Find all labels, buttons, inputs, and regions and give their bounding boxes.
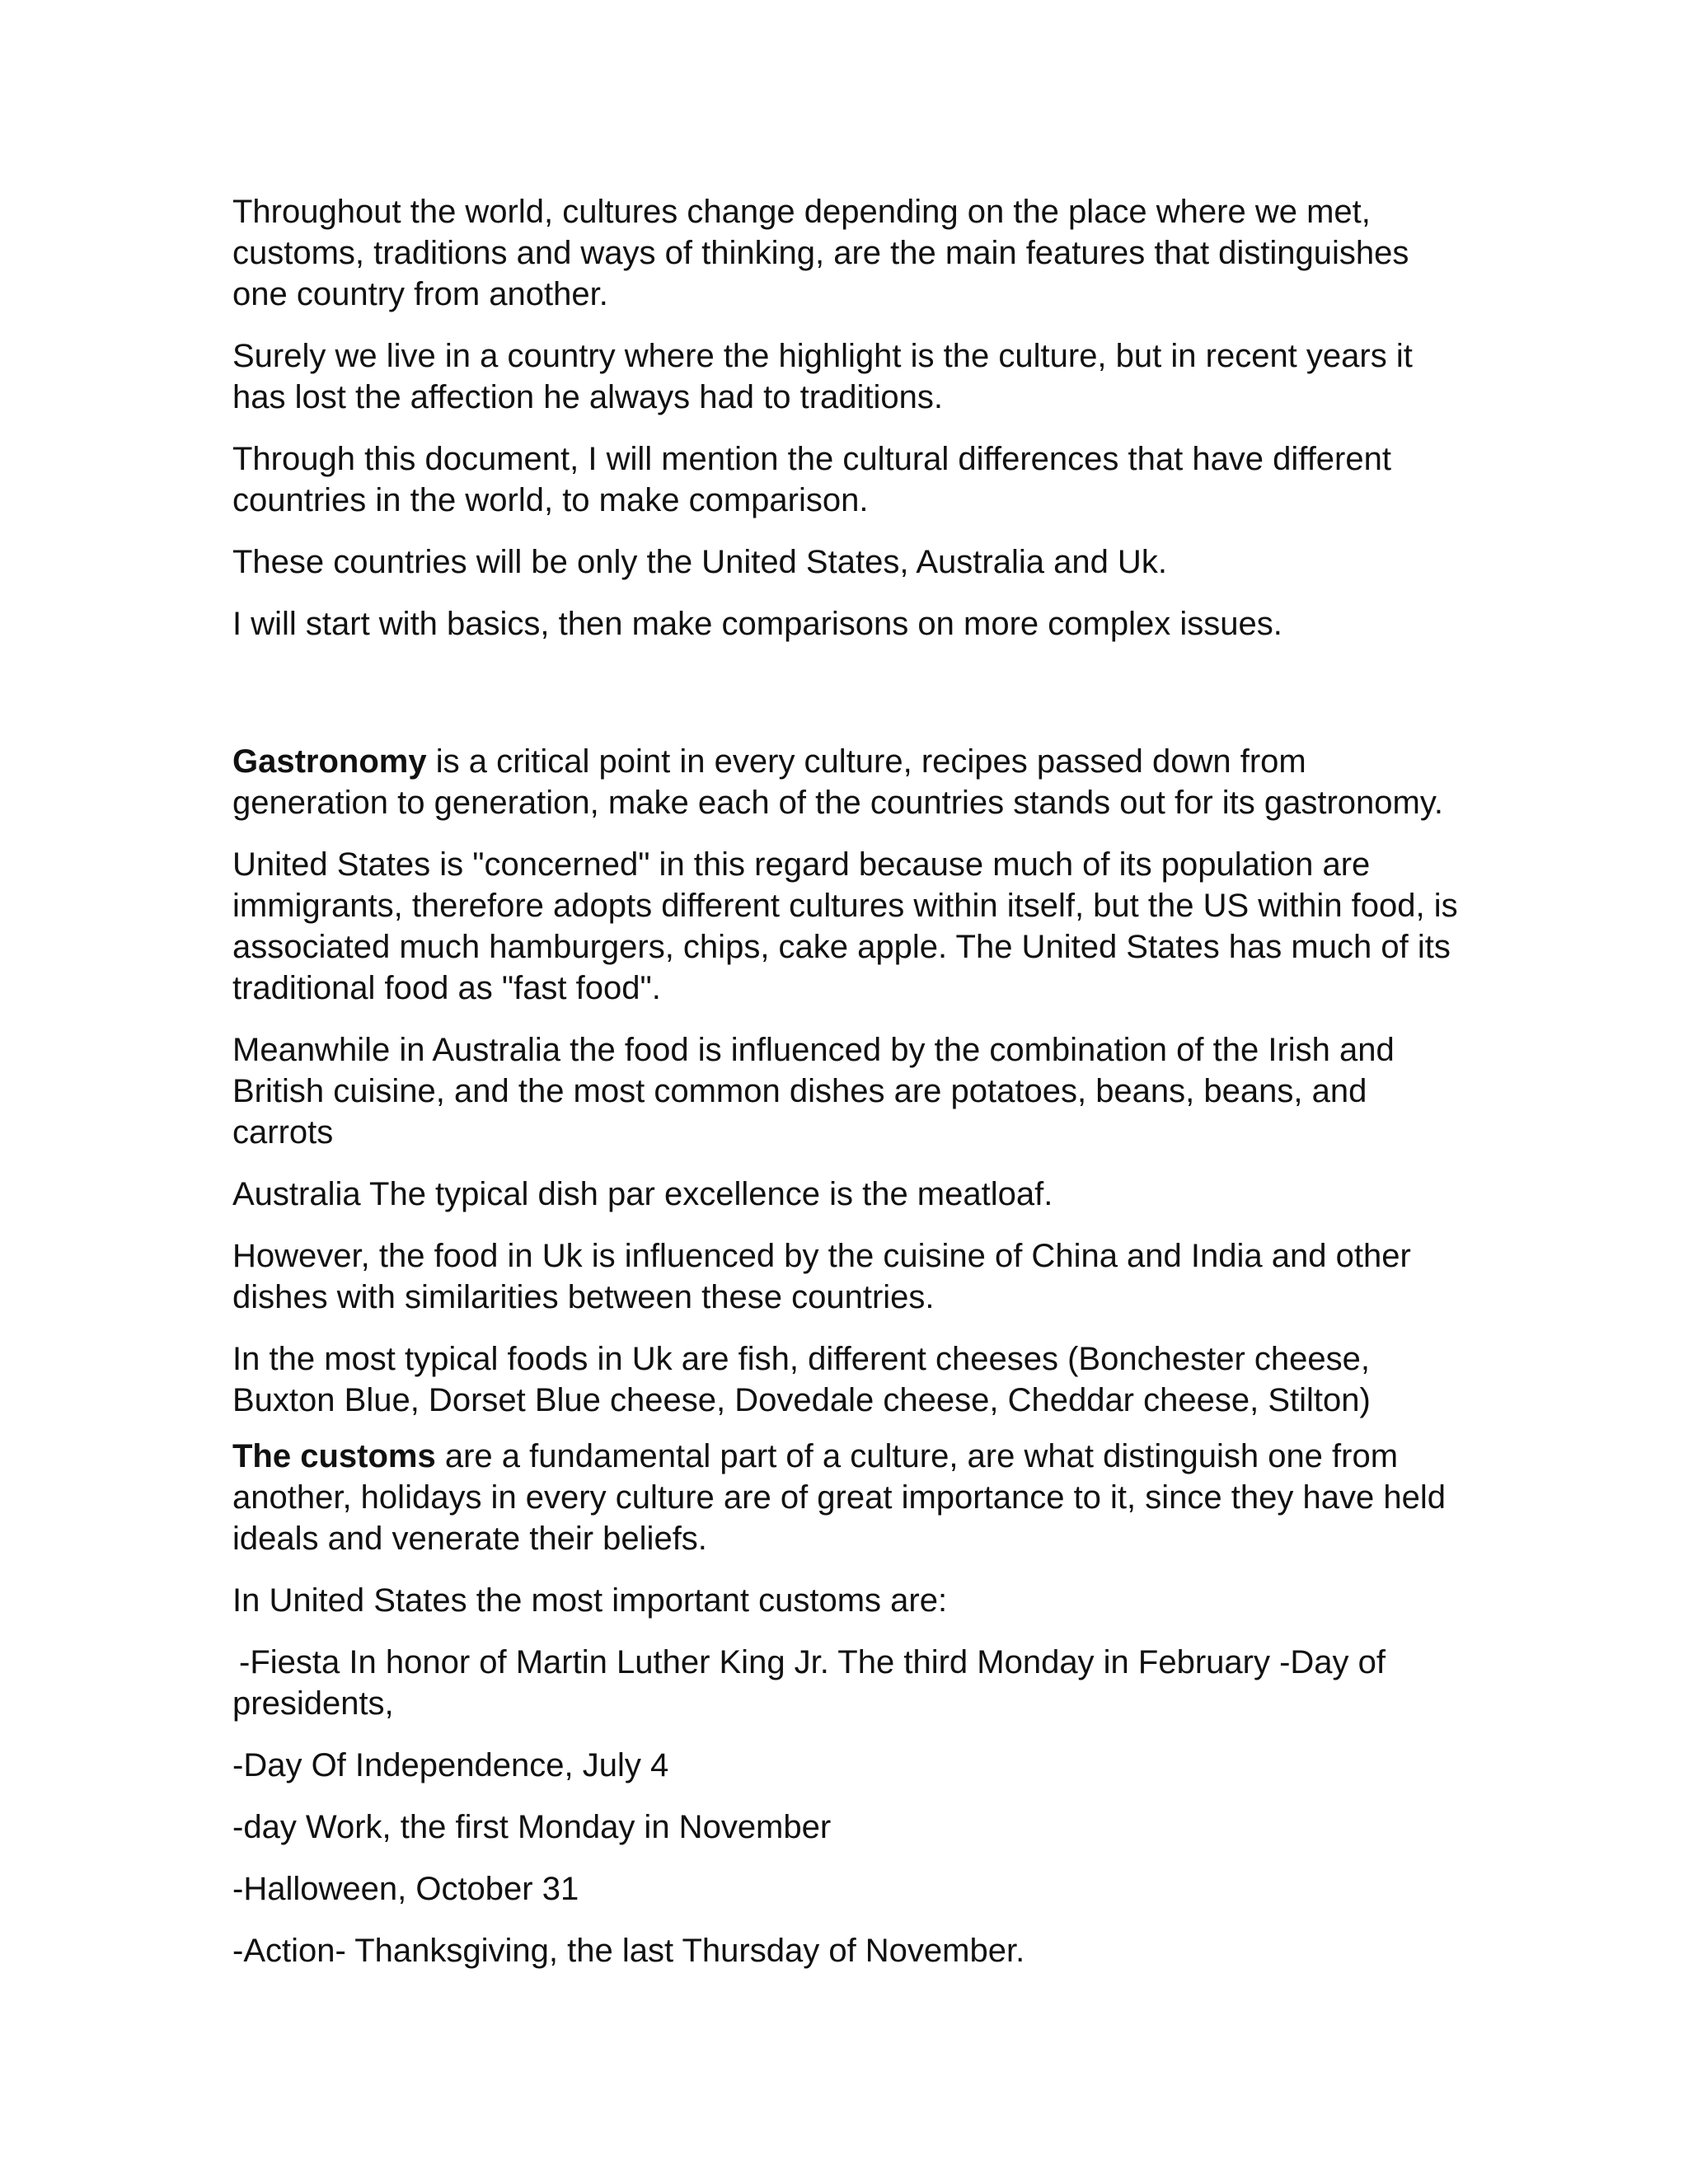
customs-paragraph-intro: In United States the most important customs are: xyxy=(232,1582,948,1619)
intro-paragraph-3: Through this document, I will mention the cultural differences that have different countries in the world, to make comparison. xyxy=(232,441,1391,518)
document-body xyxy=(232,191,1469,1992)
gastronomy-paragraph-us: United States is "concerned" in this regard because much of its population are immigrants, therefore adopts different cultures within itself, but the US within food, is associated much hamburgers, chips, cake apple. The United States has much of its traditional food as "fast food". xyxy=(232,846,1458,1006)
customs-item-halloween: -Halloween, October 31 xyxy=(232,1871,579,1907)
section-spacer xyxy=(232,665,1469,741)
intro-paragraph-2: Surely we live in a country where the highlight is the culture, but in recent years it has lost the affection he always had to traditions. xyxy=(232,338,1413,415)
gastronomy-paragraph-uk: However, the food in Uk is influenced by the cuisine of China and India and other dishes with similarities between these countries. xyxy=(232,1238,1411,1315)
intro-paragraph-1: Throughout the world, cultures change depending on the place where we met, customs, traditions and ways of thinking, are the main features that distinguishes one country from another. xyxy=(232,194,1409,312)
gastronomy-lead-text: is a critical point in every culture, recipes passed down from generation to generation, make each of the countries stands out for its gastronomy. xyxy=(232,743,1444,821)
customs-heading: The customs xyxy=(232,1438,436,1474)
customs-item-mlk: -Fiesta In honor of Martin Luther King Jr. The third Monday in February -Day of presidents, xyxy=(232,1644,1386,1722)
gastronomy-lead-paragraph xyxy=(232,741,1469,823)
gastronomy-heading: Gastronomy xyxy=(232,743,427,780)
gastronomy-paragraph-australia: Meanwhile in Australia the food is influenced by the combination of the Irish and British cuisine, and the most common dishes are potatoes, beans, beans, and carrots xyxy=(232,1032,1395,1151)
intro-paragraph-4: These countries will be only the United States, Australia and Uk. xyxy=(232,544,1167,580)
customs-item-thanksgiving: -Action- Thanksgiving, the last Thursday of November. xyxy=(232,1933,1025,1969)
gastronomy-paragraph-australia-dish: Australia The typical dish par excellence is the meatloaf. xyxy=(232,1176,1053,1212)
customs-lead-text: are a fundamental part of a culture, are what distinguish one from another, holidays in every culture are of great importance to it, since they have held ideals and venerate their beliefs. xyxy=(232,1438,1446,1557)
customs-item-independence: -Day Of Independence, July 4 xyxy=(232,1747,669,1783)
gastronomy-paragraph-uk-foods: In the most typical foods in Uk are fish, different cheeses (Bonchester cheese, Buxton Blue, Dorset Blue cheese, Dovedale cheese, Cheddar cheese, Stilton) xyxy=(232,1341,1371,1418)
customs-item-work: -day Work, the first Monday in November xyxy=(232,1809,832,1845)
intro-paragraph-5: I will start with basics, then make comparisons on more complex issues. xyxy=(232,606,1282,642)
customs-lead-paragraph xyxy=(232,1436,1469,1559)
